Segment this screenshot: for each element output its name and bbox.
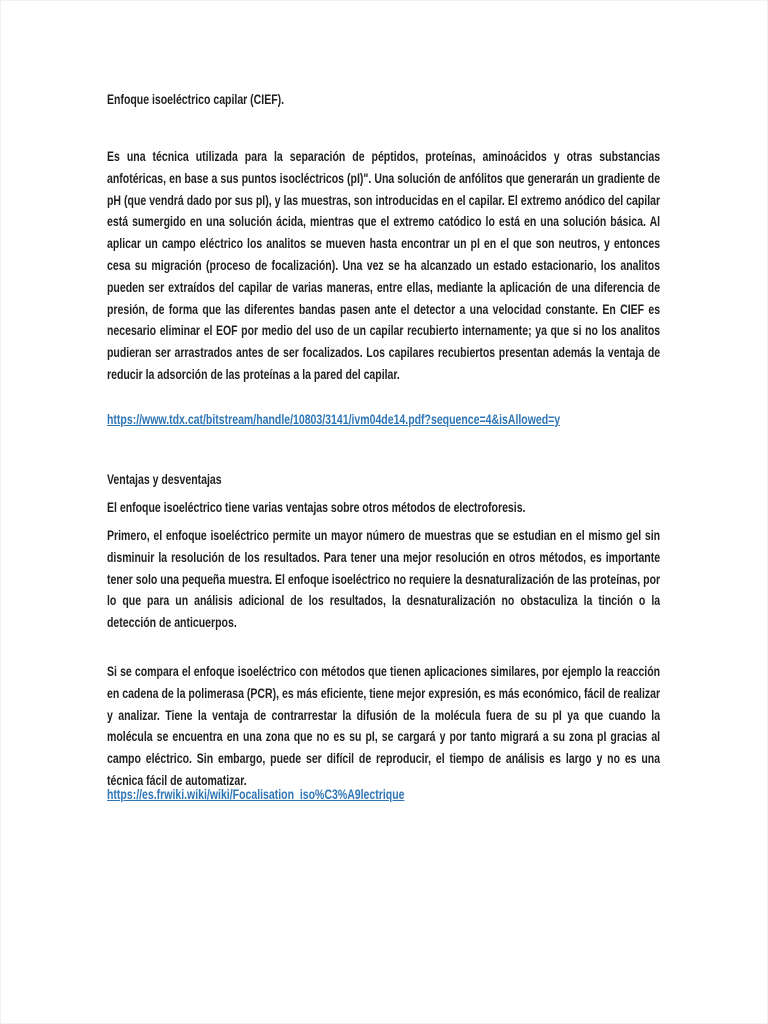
paragraph-ventajas-detalle: Primero, el enfoque isoeléctrico permite un mayor número de muestras que se estudian en el mismo gel sin disminuir la resolución de los resultados. Para tener una mejor resolución en otros métodos, es importante tener solo una pequeña muestra. El enfoque isoeléctrico no requiere la desnaturalización de las proteínas, por lo que para un análisis adicional de los resultados, la desnaturalización no obstaculiza la tinción o la detección de anticuerpos. [107, 528, 661, 631]
tdx-pdf-link[interactable]: https://www.tdx.cat/bitstream/handle/10803/3141/ivm04de14.pdf?sequence=4&isAllowed=y [107, 412, 561, 427]
paragraph-comparacion-pcr: Si se compara el enfoque isoeléctrico con métodos que tienen aplicaciones similares, por ejemplo la reacción en cadena de la polimerasa (PCR), es más eficiente, tiene mejor expresión, es más económico, fácil de realizar y analizar. Tiene la ventaja de contrarrestar la difusión de la molécula fuera de su pI ya que cuando la molécula se encuentra en una zona que no es su pI, se cargará y por tanto migrará a su zona pI gracias al campo eléctrico. Sin embargo, puede ser difícil de reproducir, el tiempo de análisis es largo y no es una técnica fácil de automatizar. [107, 664, 661, 788]
paragraph-cief-description: Es una técnica utilizada para la separación de péptidos, proteínas, aminoácidos y otras substancias anfotéricas, en base a sus puntos isocléctricos (pI)". Una solución de anfólitos que generarán un gradiente de pH (que vendrá dado por sus pI), y las muestras, son introducidas en el capilar. El extremo anódico del capilar está sumergido en una solución ácida, mientras que el extremo catódico lo está en una solución básica. Al aplicar un campo eléctrico los analitos se mueven hasta encontrar un pI en el que son neutros, y entonces cesa su migración (proceso de focalización). Una vez se ha alcanzado un estado estacionario, los analitos pueden ser extraídos del capilar de varias maneras, entre ellas, mediante la aplicación de una diferencia de presión, de forma que las diferentes bandas pasen ante el detector a una velocidad constante. En CIEF es necesario eliminar el EOF por medio del uso de un capilar recubierto internamente; ya que si no los analitos pudieran ser arrastrados antes de ser focalizados. Los capilares recubiertos presentan además la ventaja de reducir la adsorción de las proteínas a la pared del capilar. [107, 149, 661, 382]
paragraph-ventajas-intro: El enfoque isoeléctrico tiene varias ventajas sobre otros métodos de electroforesis. [107, 500, 526, 515]
section-heading-ventajas: Ventajas y desventajas [107, 472, 222, 487]
document-title: Enfoque isoeléctrico capilar (CIEF). [107, 92, 285, 107]
frwiki-link[interactable]: https://es.frwiki.wiki/wiki/Focalisation_iso%C3%A9lectrique [107, 787, 405, 802]
